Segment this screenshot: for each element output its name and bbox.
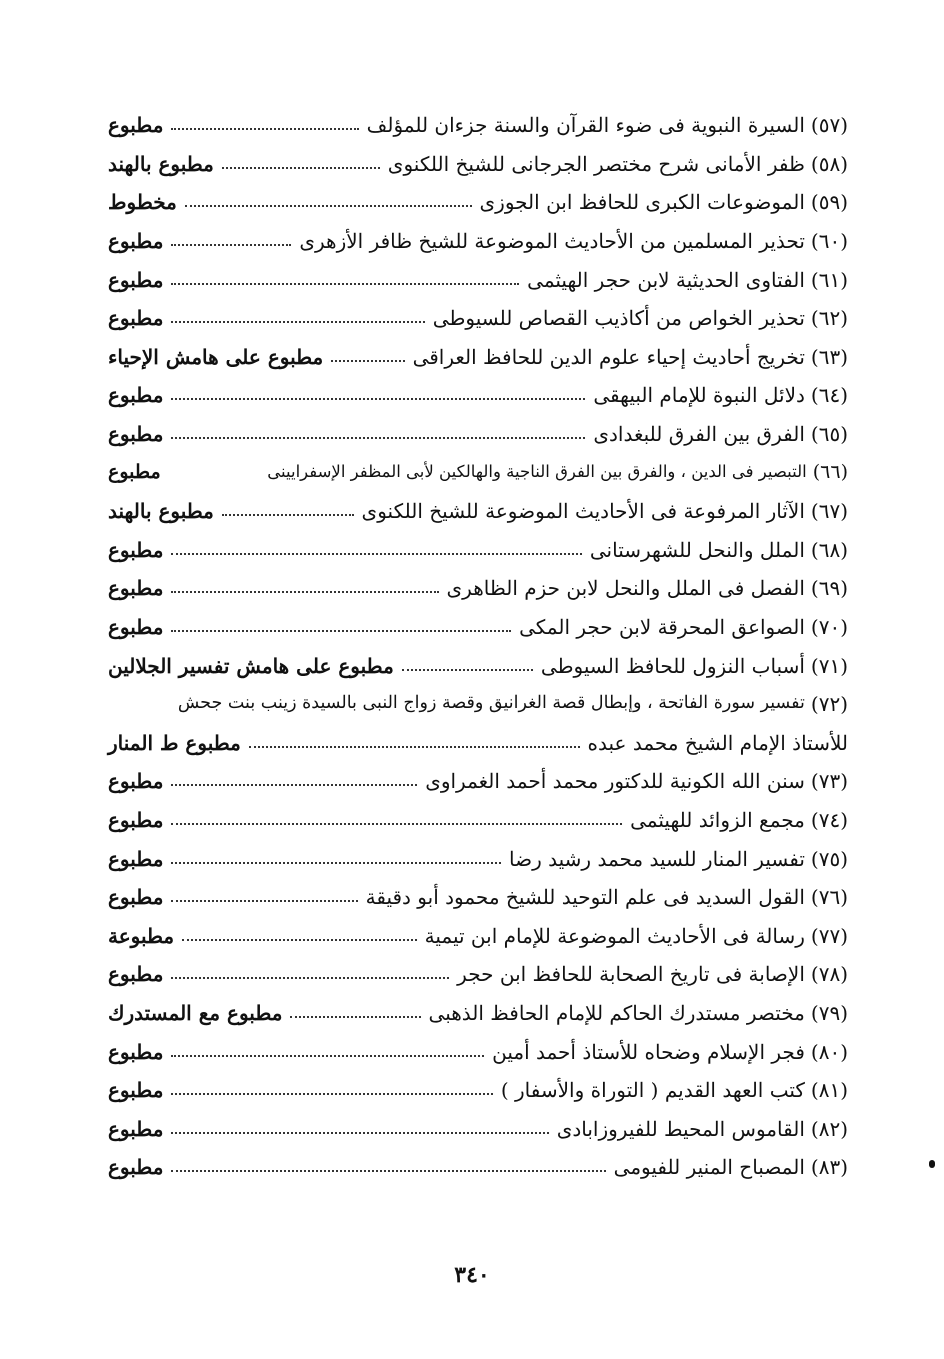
list-item (108, 260, 848, 299)
leader-dots (171, 900, 357, 902)
leader-dots (171, 1132, 548, 1134)
entry-title: الإصابة فى تاريخ الصحابة للحافظ ابن حجر (457, 962, 805, 987)
entry-title: المصباح المنير للفيومى (613, 1155, 805, 1180)
list-item (108, 646, 848, 685)
entry-status: مطبوع بالهند (108, 499, 214, 524)
entry-status: مطبوع (108, 769, 164, 794)
leader-dots (171, 437, 585, 439)
list-item (108, 453, 848, 492)
list-item (108, 762, 848, 801)
entry-status: مطبوع ط المنار (108, 730, 241, 755)
entry-title: دلائل النبوة للإمام البيهقى (593, 383, 805, 408)
entry-status: مطبوع (108, 229, 164, 254)
list-item (108, 916, 848, 955)
list-item (108, 492, 848, 531)
leader-dots (171, 1055, 484, 1057)
entry-title: الفرق بين الفرق للبغدادى (593, 422, 805, 447)
list-item (108, 299, 848, 338)
entry-number: (٦٧) (810, 499, 848, 524)
list-item (108, 376, 848, 415)
entry-status: مطبوع (108, 1116, 164, 1141)
leader-dots (290, 1016, 420, 1018)
entry-number: (٦٥) (810, 422, 848, 447)
entry-number: (٨٢) (810, 1116, 848, 1141)
list-item (108, 1109, 848, 1148)
list-item (108, 994, 848, 1033)
entry-status: مطبوع (108, 1078, 164, 1103)
leader-dots (171, 630, 511, 632)
entry-title: فجر الإسلام وضحاه للأستاذ أحمد أمين (492, 1039, 805, 1064)
leader-dots (222, 167, 380, 169)
entry-title: رسالة فى الأحاديث الموضوعة للإمام ابن تيمية (424, 923, 805, 948)
entry-number: (٧٧) (810, 923, 848, 948)
entry-number: (٧١) (810, 653, 848, 678)
entry-title: مجمع الزوائد للهيثمى (630, 807, 805, 832)
list-item (108, 338, 848, 377)
entry-title: أسباب النزول للحافظ السيوطى (540, 653, 805, 678)
entry-status: مخطوط (108, 190, 177, 215)
entry-title: تفسير المنار للسيد محمد رشيد رضا (509, 846, 805, 871)
entry-status: مطبوع (108, 807, 164, 832)
leader-dots (185, 205, 472, 207)
entry-number: (٧٦) (810, 885, 848, 910)
leader-dots (222, 514, 354, 516)
entry-status: مطبوع بالهند (108, 151, 214, 176)
entry-status: مطبوع (108, 383, 164, 408)
entry-status: مطبوع (108, 537, 164, 562)
list-item (108, 106, 848, 145)
entry-status: مطبوع (108, 962, 164, 987)
entry-number: (٧٨) (810, 962, 848, 987)
leader-dots (171, 1170, 605, 1172)
leader-dots (171, 321, 424, 323)
entry-status: مطبوع (108, 306, 164, 331)
entry-status: مطبوع (108, 576, 164, 601)
entry-title: مختصر مستدرك الحاكم للإمام الحافظ الذهبى (428, 1000, 805, 1025)
list-item (108, 531, 848, 570)
entry-title: التبصير فى الدين ، والفرق بين الفرق الناجية والهالكين لأبى المظفر الإسفرايينى (267, 462, 807, 482)
entry-number: (٨٠) (810, 1039, 848, 1064)
leader-dots (171, 977, 449, 979)
entry-title: القاموس المحيط للفيروزابادى (556, 1116, 805, 1141)
entry-number: (٧٠) (810, 615, 848, 640)
entry-title: ظفر الأمانى شرح مختصر الجرجانى للشيخ اللكنوى (387, 151, 805, 176)
bibliography-list (108, 106, 848, 1187)
entry-title-line1: تفسير سورة الفاتحة ، وإبطال قصة الغرانيق وقصة زواج النبى بالسيدة زينب بنت جحش (177, 693, 805, 714)
list-item (108, 183, 848, 222)
entry-number: (٥٩) (810, 190, 848, 215)
leader-dots (171, 398, 585, 400)
entry-number: (٥٧) (810, 113, 848, 138)
entry-title: الفصل فى الملل والنحل لابن حزم الظاهرى (446, 576, 805, 601)
entry-status: مطبوع (108, 267, 164, 292)
list-item (108, 955, 848, 994)
leader-dots (171, 553, 581, 555)
leader-dots (171, 784, 417, 786)
list-item (108, 1032, 848, 1071)
entry-status: مطبوع (108, 113, 164, 138)
entry-status: مطبوع (108, 1155, 164, 1180)
entry-number: (٦٢) (810, 306, 848, 331)
list-item (108, 839, 848, 878)
entry-title: القول السديد فى علم التوحيد للشيخ محمود أبو دقيقة (365, 885, 805, 910)
leader-dots (171, 244, 291, 246)
leader-dots (171, 1093, 492, 1095)
entry-title: الآثار المرفوعة فى الأحاديث الموضوعة للشيخ اللكنوى (361, 499, 805, 524)
entry-number: (٧٤) (810, 807, 848, 832)
entry-title: الفتاوى الحديثية لابن حجر الهيثمى (527, 267, 805, 292)
entry-status: مطبوع على هامش تفسير الجلالين (108, 653, 394, 678)
list-item (108, 1148, 848, 1187)
entry-number: (٥٨) (810, 151, 848, 176)
entry-title: تحذير المسلمين من الأحاديث الموضوعة للشيخ ظافر الأزهرى (299, 229, 805, 254)
entry-number: (٦١) (810, 267, 848, 292)
entry-number: (٦٦) (812, 461, 848, 484)
entry-title: تحذير الخواص من أكاذيب القصاص للسيوطى (432, 306, 805, 331)
entry-title: الملل والنحل للشهرستانى (589, 537, 805, 562)
scan-mark (929, 1160, 935, 1168)
entry-number: (٦٤) (810, 383, 848, 408)
entry-status: مطبوع (108, 461, 161, 484)
entry-number: (٦٨) (810, 537, 848, 562)
list-item (108, 801, 848, 840)
leader-dots (331, 360, 404, 362)
entry-title: كتب العهد القديم ( التوراة والأسفار ) (500, 1078, 805, 1103)
entry-number: (٧٣) (810, 769, 848, 794)
entry-number: (٦٩) (810, 576, 848, 601)
list-item (108, 415, 848, 454)
entry-status: مطبوع (108, 846, 164, 871)
entry-title-line2: للأستاذ الإمام الشيخ محمد عبده (587, 730, 848, 755)
entry-title: تخريج أحاديث إحياء علوم الدين للحافظ العراقى (412, 344, 805, 369)
list-item (108, 608, 848, 647)
entry-status: مطبوع (108, 615, 164, 640)
list-item (108, 145, 848, 184)
leader-dots (171, 862, 501, 864)
entry-title: الموضوعات الكبرى للحافظ ابن الجوزى (479, 190, 805, 215)
list-item (108, 1071, 848, 1110)
list-item (108, 222, 848, 261)
leader-dots (402, 669, 533, 671)
entry-number: (٨٣) (810, 1155, 848, 1180)
leader-dots (171, 591, 438, 593)
leader-dots (249, 746, 580, 748)
entry-status: مطبوع (108, 885, 164, 910)
list-item-continuation (108, 724, 848, 763)
list-item (108, 685, 848, 724)
leader-dots (171, 823, 622, 825)
entry-title: السيرة النبوية فى ضوء القرآن والسنة جزءان للمؤلف (366, 113, 805, 138)
entry-title: سنن الله الكونية للدكتور محمد أحمد الغمراوى (425, 769, 805, 794)
entry-number: (٧٢) (810, 692, 848, 717)
entry-status: مطبوع (108, 422, 164, 447)
entry-title: الصواعق المحرقة لابن حجر المكى (519, 615, 805, 640)
entry-status: مطبوع (108, 1039, 164, 1064)
leader-dots (182, 939, 417, 941)
list-item (108, 878, 848, 917)
entry-number: (٦٣) (810, 344, 848, 369)
entry-status: مطبوع على هامش الإحياء (108, 344, 324, 369)
entry-number: (٨١) (810, 1078, 848, 1103)
entry-number: (٦٠) (810, 229, 848, 254)
entry-number: (٧٩) (810, 1000, 848, 1025)
entry-status: مطبوعة (108, 923, 175, 948)
entry-number: (٧٥) (810, 846, 848, 871)
leader-dots (171, 128, 358, 130)
list-item (108, 569, 848, 608)
leader-dots (171, 283, 519, 285)
page-number: ٣٤٠ (454, 1262, 490, 1288)
entry-status: مطبوع مع المستدرك (108, 1000, 283, 1025)
